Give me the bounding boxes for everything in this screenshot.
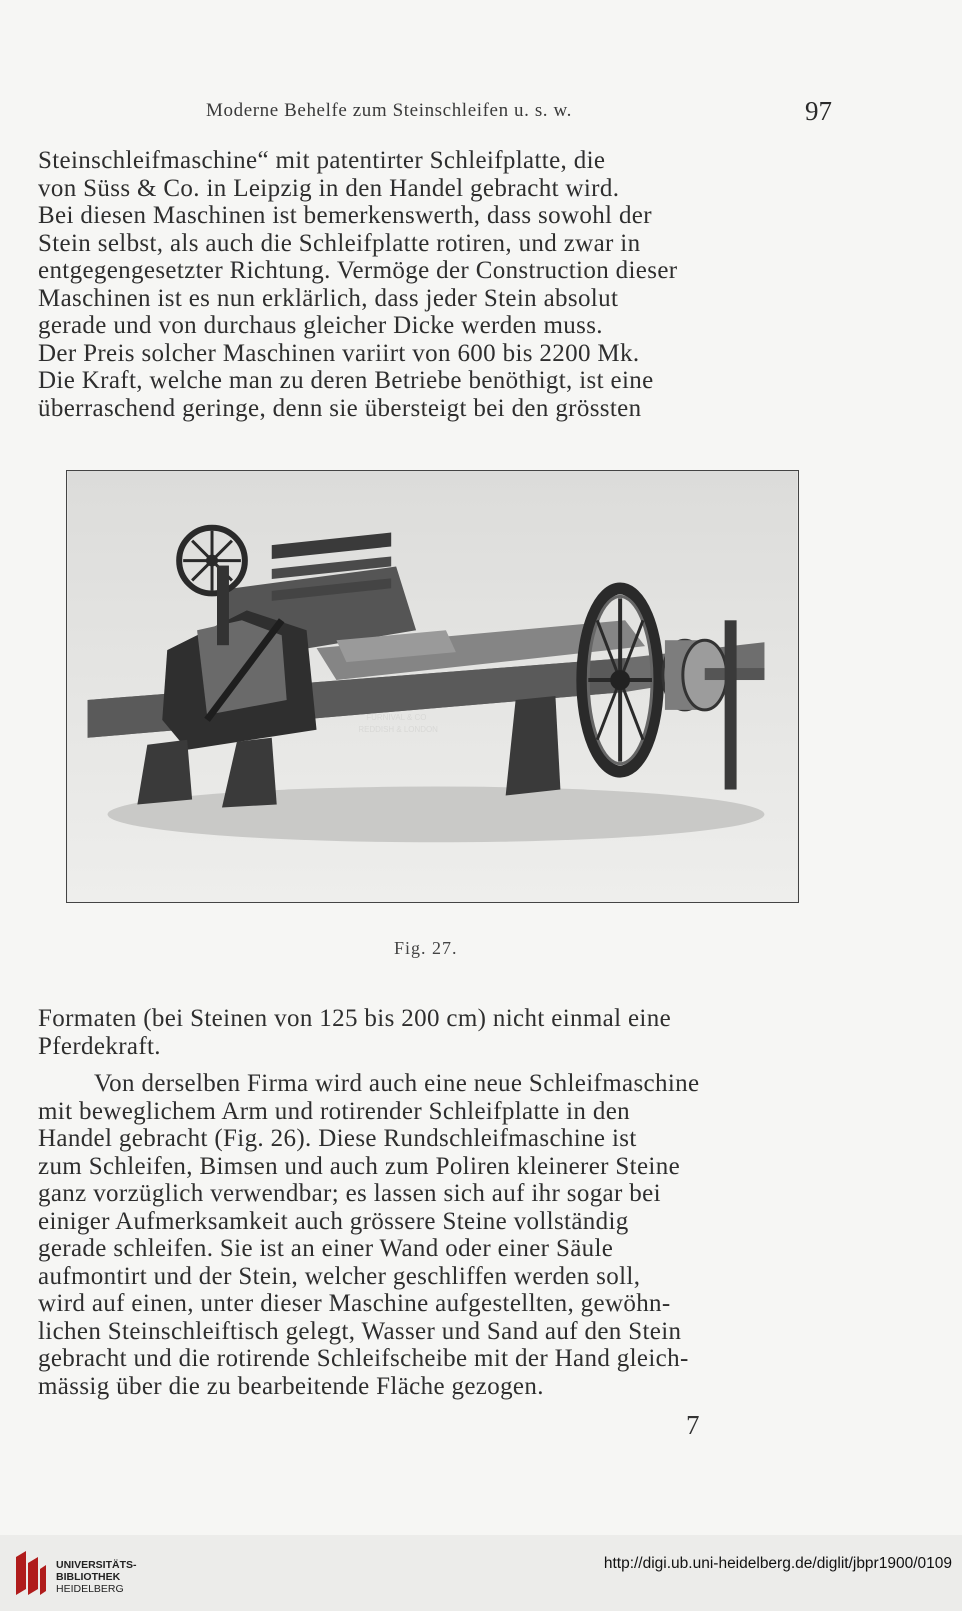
body-text-bottom xyxy=(38,1005,834,1400)
logo-line: BIBLIOTHEK xyxy=(56,1571,121,1583)
text-line: Stein selbst, als auch die Schleifplatte rotiren, und zwar in xyxy=(38,229,641,257)
figure-caption: Fig. 27. xyxy=(394,938,458,958)
text-line: Bei diesen Maschinen ist bemerkenswerth, dass sowohl der xyxy=(38,202,652,229)
figure-27-machine-illustration xyxy=(66,470,799,903)
text-line: ganz vorzüglich verwendbar; es lassen sich auf ihr sogar bei xyxy=(38,1180,661,1207)
signature-mark: 7 xyxy=(686,1410,700,1440)
text-line: Handel gebracht (Fig. 26). Diese Rundschleifmaschine ist xyxy=(38,1125,637,1152)
page-number: 97 xyxy=(805,96,832,126)
text-line: überraschend geringe, denn sie übersteigt bei den grössten xyxy=(38,394,642,422)
nameplate-line: FURNIVAL & CO xyxy=(366,712,427,722)
text-line: Steinschleifmaschine“ mit patentirter Schleifplatte, die xyxy=(38,147,606,174)
text-line: einiger Aufmerksamkeit auch grössere Steine vollständig xyxy=(38,1207,629,1235)
footer-bar xyxy=(0,1535,962,1611)
text-line: entgegengesetzter Richtung. Vermöge der Construction dieser xyxy=(38,257,678,284)
text-line: gerade und von durchaus gleicher Dicke werden muss. xyxy=(38,312,603,339)
library-logo-text xyxy=(56,1559,137,1595)
text-line: aufmontirt und der Stein, welcher geschliffen werden soll, xyxy=(38,1262,641,1290)
text-line: mässig über die zu bearbeitende Fläche gezogen. xyxy=(38,1372,544,1400)
text-line: Pferdekraft. xyxy=(38,1032,161,1060)
logo-line: UNIVERSITÄTS- xyxy=(56,1559,137,1571)
text-line: zum Schleifen, Bimsen und auch zum Poliren kleinerer Steine xyxy=(38,1152,681,1180)
text-line: Von derselben Firma wird auch eine neue Schleifmaschine xyxy=(94,1070,700,1097)
text-line: Die Kraft, welche man zu deren Betriebe benöthigt, ist eine xyxy=(38,367,654,394)
logo-line: HEIDELBERG xyxy=(56,1583,124,1595)
text-line: Formaten (bei Steinen von 125 bis 200 cm) nicht einmal eine xyxy=(38,1005,672,1032)
text-line: mit beweglichem Arm und rotirender Schleifplatte in den xyxy=(38,1097,631,1125)
running-head xyxy=(38,96,832,130)
text-line: gerade schleifen. Sie ist an einer Wand oder einer Säule xyxy=(38,1235,614,1262)
text-line: gebracht und die rotirende Schleifscheibe mit der Hand gleich- xyxy=(38,1345,689,1372)
library-logo-icon xyxy=(12,1549,50,1599)
text-line: Der Preis solcher Maschinen variirt von 600 bis 2200 Mk. xyxy=(38,339,640,367)
text-line: von Süss & Co. in Leipzig in den Handel gebracht wird. xyxy=(38,174,620,202)
nameplate-line: REDDISH & LONDON xyxy=(358,724,438,734)
machine-drawing xyxy=(67,471,798,902)
source-url-link[interactable]: http://digi.ub.uni-heidelberg.de/diglit/jbpr1900/0109 xyxy=(603,1555,952,1572)
running-title: Moderne Behelfe zum Steinschleifen u. s. w. xyxy=(206,100,572,121)
text-line: wird auf einen, unter dieser Maschine aufgestellten, gewöhn- xyxy=(38,1290,671,1317)
text-line: Maschinen ist es nun erklärlich, dass jeder Stein absolut xyxy=(38,284,619,312)
body-text-top xyxy=(38,147,834,422)
text-line: lichen Steinschleiftisch gelegt, Wasser und Sand auf den Stein xyxy=(38,1317,682,1345)
